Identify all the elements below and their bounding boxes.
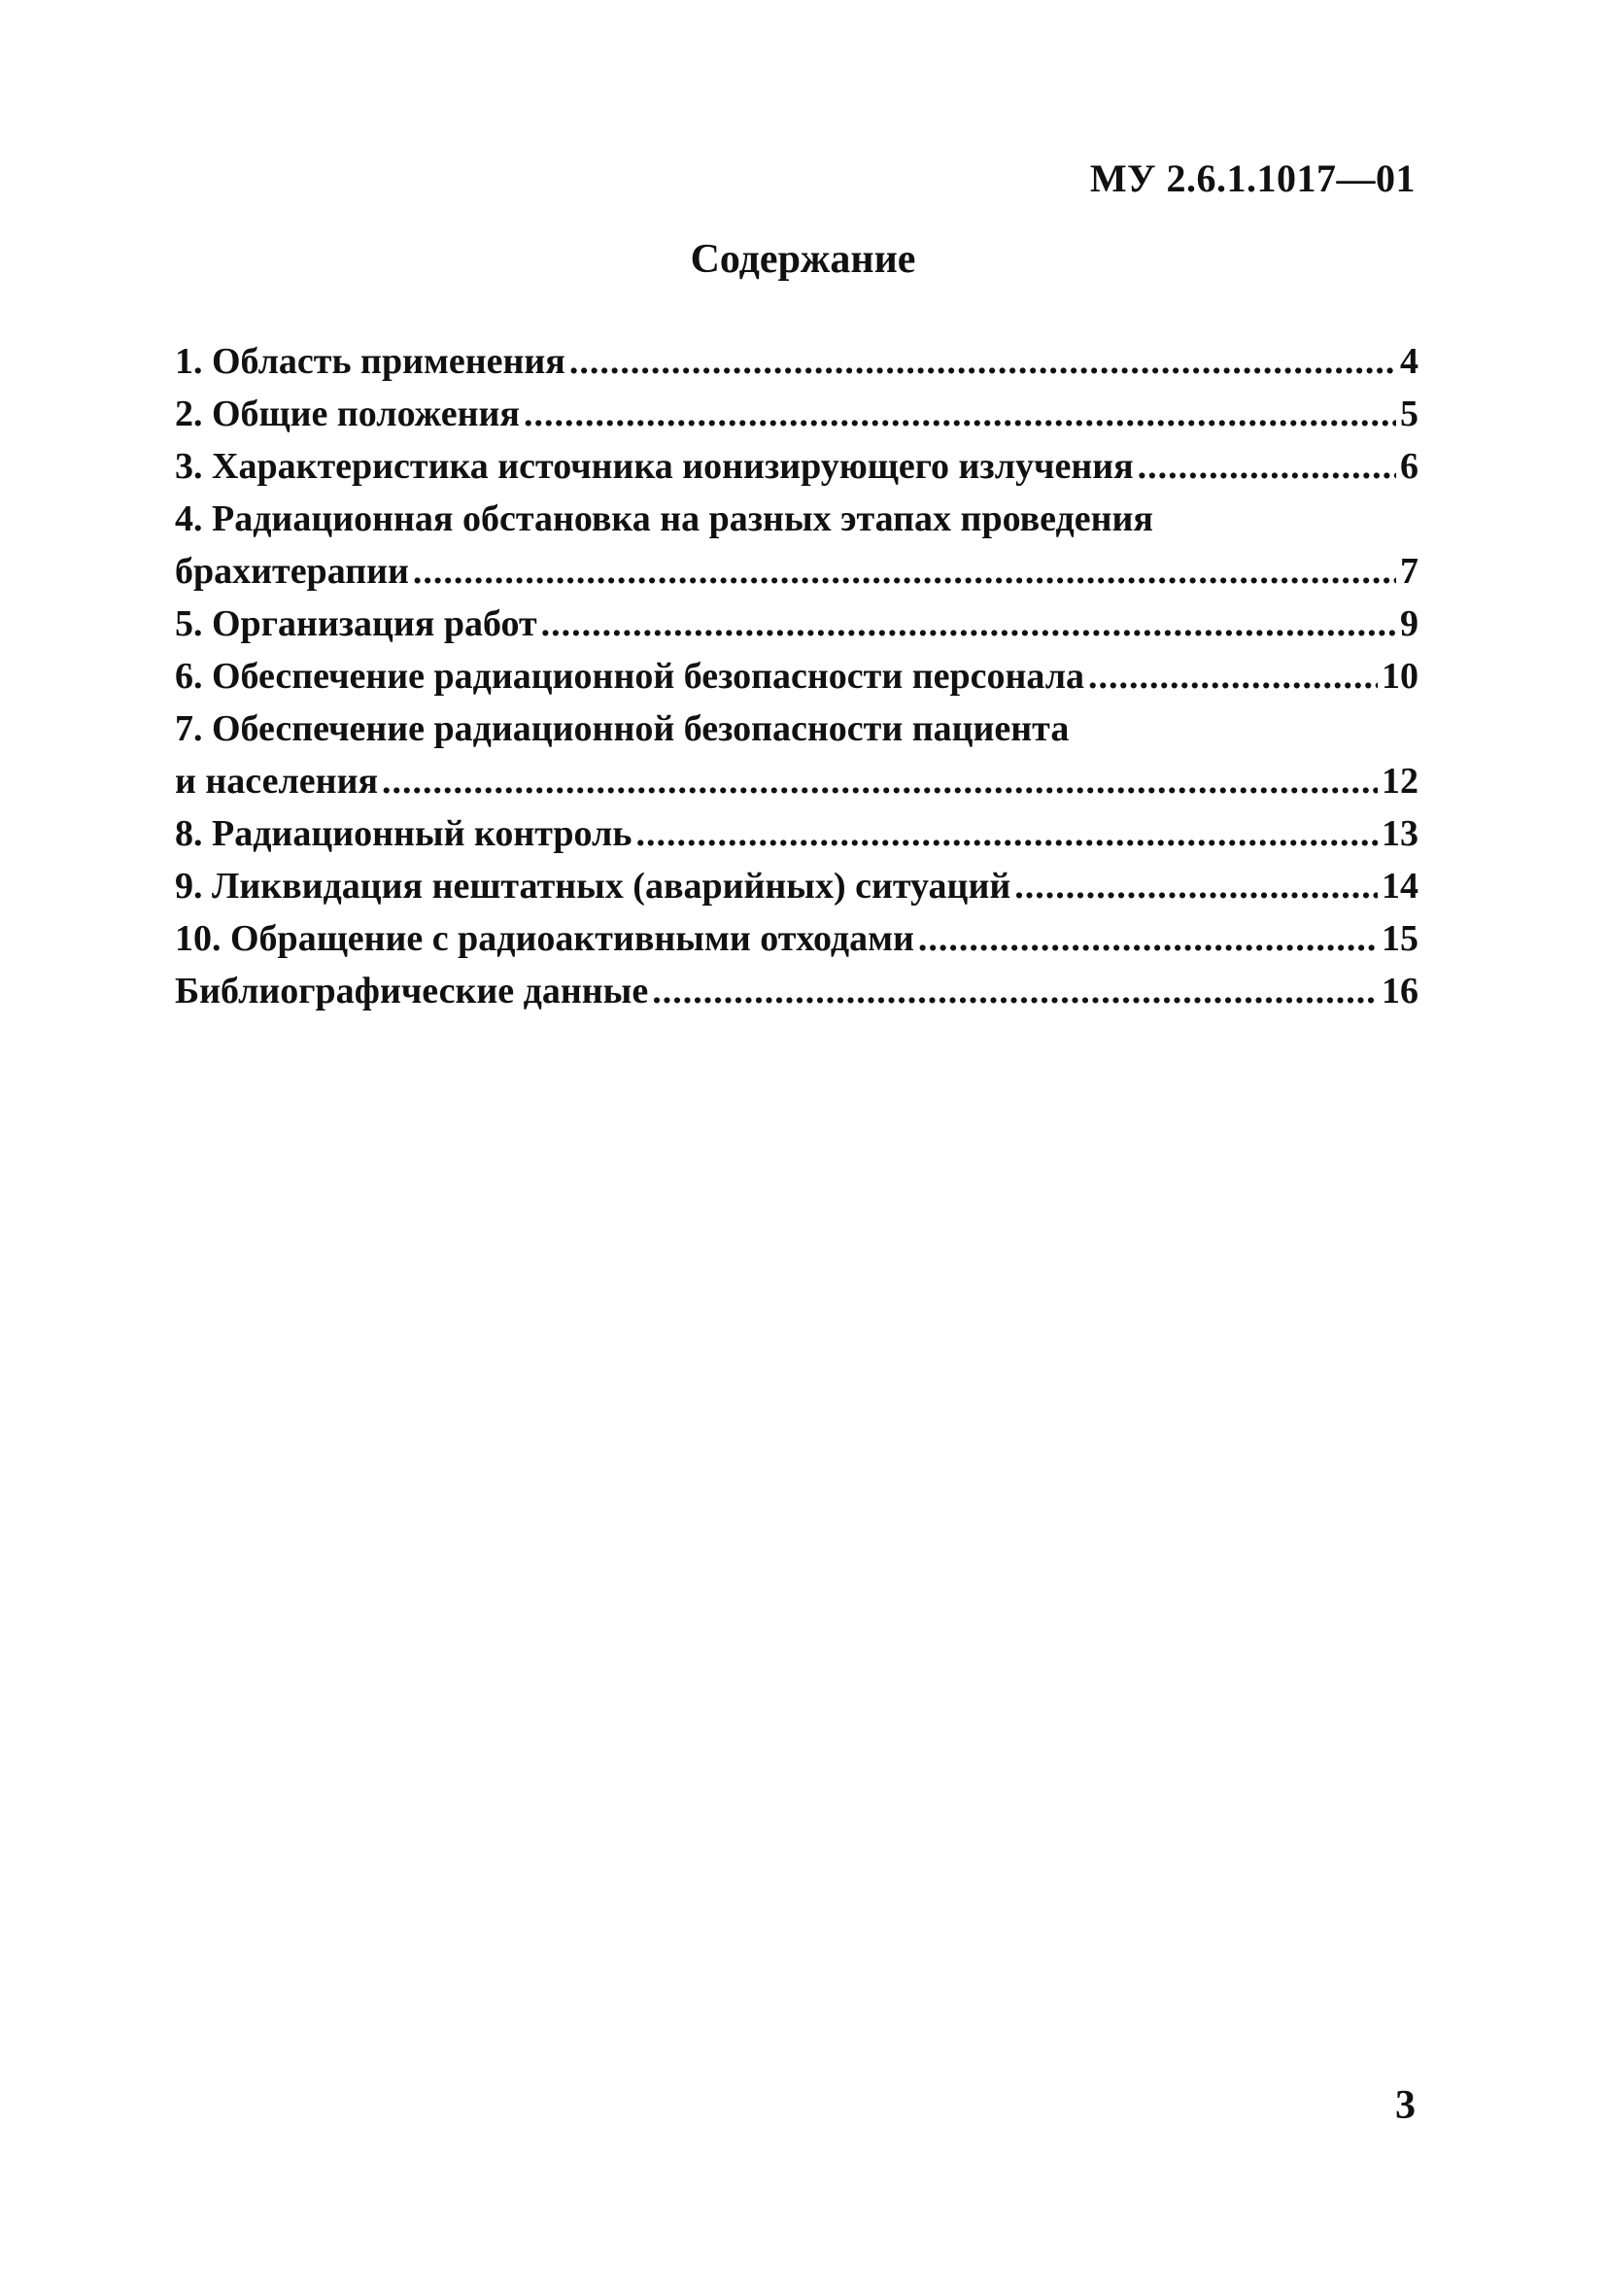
toc-entry-page: 6 [1400, 446, 1418, 487]
toc-leader-dots [524, 388, 1396, 440]
toc-entry [175, 335, 1418, 388]
toc-entry-page: 14 [1382, 866, 1418, 907]
toc-entry-text: 6. Обеспечение радиационной безопасности персонала [175, 656, 1085, 697]
toc-line [175, 598, 1418, 650]
toc-entry-page: 16 [1382, 971, 1418, 1011]
toc-entry-first-line: 7. Обеспечение радиационной безопасности пациента [175, 708, 1070, 749]
toc-entry-page: 5 [1400, 394, 1418, 434]
toc-entry-page: 9 [1400, 603, 1418, 644]
page-number: 3 [1395, 2083, 1416, 2128]
toc-entry-text: 5. Организация работ [175, 603, 537, 644]
toc-entry-page: 13 [1382, 813, 1418, 854]
toc-entry [175, 598, 1418, 650]
toc-line [175, 440, 1418, 493]
toc-entry-page: 4 [1400, 341, 1418, 382]
toc-line [175, 912, 1418, 965]
toc-entry-page: 15 [1382, 918, 1418, 959]
toc-entry-text: брахитерапии [175, 551, 409, 592]
toc-entry-page: 10 [1382, 656, 1418, 697]
toc-line [175, 335, 1418, 388]
toc-line [175, 860, 1418, 912]
toc-entry-text: 8. Радиационный контроль [175, 813, 632, 854]
toc-entry-text: 2. Общие положения [175, 394, 520, 434]
toc-entry [175, 807, 1418, 860]
toc-entry [175, 440, 1418, 493]
toc-leader-dots [382, 755, 1378, 807]
toc-entry [175, 493, 1418, 598]
toc-line [175, 650, 1418, 703]
document-code: МУ 2.6.1.1017—01 [1089, 156, 1416, 200]
toc-line [175, 807, 1418, 860]
toc-leader-dots [541, 598, 1396, 650]
toc-leader-dots [1138, 440, 1396, 493]
toc-entry-text: 9. Ликвидация нештатных (аварийных) ситуаций [175, 866, 1011, 907]
toc-line [175, 545, 1418, 598]
toc-leader-dots [569, 335, 1396, 388]
toc-title: Содержание [690, 237, 916, 282]
toc-line [175, 965, 1418, 1017]
toc-entry-page: 12 [1382, 761, 1418, 802]
toc-entry-text: 10. Обращение с радиоактивными отходами [175, 918, 914, 959]
toc-entry-text: 1. Область применения [175, 341, 565, 382]
toc-line [175, 755, 1418, 807]
toc-leader-dots [1088, 650, 1378, 703]
toc-entry [175, 388, 1418, 440]
toc-entry-page: 7 [1400, 551, 1418, 592]
toc-entry [175, 912, 1418, 965]
toc-line [175, 388, 1418, 440]
toc-entry-first-line: 4. Радиационная обстановка на разных этапах проведения [175, 498, 1153, 539]
toc-entry [175, 860, 1418, 912]
toc-leader-dots [1014, 860, 1378, 912]
toc-entry [175, 650, 1418, 703]
toc-leader-dots [635, 807, 1378, 860]
toc-entry [175, 965, 1418, 1017]
toc-leader-dots [918, 912, 1378, 965]
toc-entry [175, 703, 1418, 807]
table-of-contents [175, 335, 1418, 1017]
toc-entry-text: Библиографические данные [175, 971, 649, 1011]
toc-entry-text: 3. Характеристика источника ионизирующего излучения [175, 446, 1134, 487]
toc-leader-dots [652, 965, 1378, 1017]
toc-leader-dots [413, 545, 1396, 598]
toc-entry-text: и населения [175, 761, 379, 802]
